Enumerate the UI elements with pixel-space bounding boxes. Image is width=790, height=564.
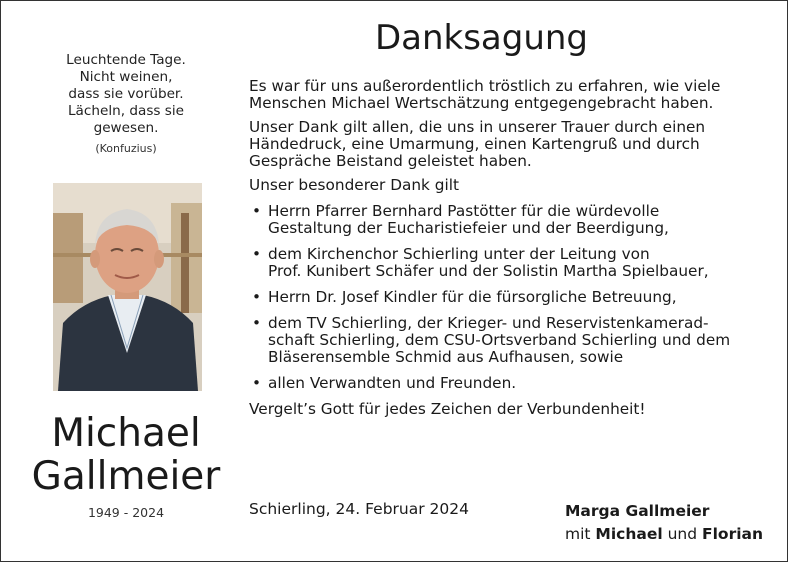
- quote-text: [20, 52, 232, 137]
- quote-line: Nicht weinen,: [79, 69, 173, 85]
- thanks-list: [249, 203, 769, 392]
- list-item: [249, 203, 769, 237]
- page-title: Danksagung: [374, 18, 589, 58]
- list-item-line: Herrn Pfarrer Bernhard Pastötter für die würdevolle: [268, 202, 660, 220]
- list-item: [249, 375, 769, 392]
- portrait-photo: [53, 183, 202, 391]
- list-item-line: Herrn Dr. Josef Kindler für die fürsorgliche Betreuung,: [268, 288, 677, 306]
- list-item-line: schaft Schierling, dem CSU-Ortsverband Schierling und dem: [268, 331, 731, 349]
- list-item-line: Bläserensemble Schmid aus Aufhausen, sowie: [268, 348, 624, 366]
- list-item-line: Prof. Kunibert Schäfer und der Solistin Martha Spielbauer,: [268, 262, 709, 280]
- paragraph: [249, 119, 769, 170]
- last-name: Gallmeier: [31, 454, 221, 499]
- paragraph-line: Gespräche Beistand geleistet haben.: [249, 152, 532, 170]
- quote-line: Lächeln, dass sie: [67, 103, 185, 119]
- signer-primary: Marga Gallmeier: [565, 502, 710, 520]
- first-name: Michael: [51, 411, 201, 456]
- paragraph-line: Menschen Michael Wertschätzung entgegengebracht haben.: [249, 94, 714, 112]
- list-item: [249, 315, 769, 366]
- deceased-name: [20, 412, 232, 498]
- list-item-line: Gestaltung der Eucharistiefeier und der Beerdigung,: [268, 219, 669, 237]
- quote-line: dass sie vorüber.: [68, 86, 184, 102]
- bullet-icon: •: [252, 288, 262, 306]
- signer-connector: und: [662, 525, 703, 543]
- quote-line: Leuchtende Tage.: [66, 52, 186, 68]
- quote-line: gewesen.: [93, 120, 159, 136]
- signature-block: [565, 500, 763, 546]
- paragraph: [249, 78, 769, 112]
- signer-name: Florian: [702, 525, 764, 543]
- list-item-line: dem TV Schierling, der Krieger- und Reservistenkamerad-: [268, 314, 709, 332]
- bullet-icon: •: [252, 374, 262, 392]
- life-years: 1949 - 2024: [87, 505, 165, 520]
- list-item: [249, 246, 769, 280]
- signer-prefix: mit: [565, 525, 596, 543]
- paragraph-line: Unser Dank gilt allen, die uns in unserer Trauer durch einen: [249, 118, 706, 136]
- paragraph-line: Händedruck, eine Umarmung, einen Kartengruß und durch: [249, 135, 700, 153]
- bullet-icon: •: [252, 314, 262, 332]
- message-body: [249, 78, 769, 418]
- thanks-intro: Unser besonderer Dank gilt: [249, 176, 459, 194]
- quote-author: (Konfuzius): [95, 142, 157, 155]
- place-date: Schierling, 24. Februar 2024: [249, 500, 469, 518]
- closing-line: Vergelt’s Gott für jedes Zeichen der Verbundenheit!: [249, 400, 646, 418]
- quote-block: [20, 52, 232, 155]
- list-item-line: allen Verwandten und Freunden.: [268, 374, 517, 392]
- list-item: [249, 289, 769, 306]
- bullet-icon: •: [252, 202, 262, 220]
- signer-name: Michael: [595, 525, 663, 543]
- signer-secondary: [565, 523, 763, 546]
- bullet-icon: •: [252, 245, 262, 263]
- paragraph-line: Es war für uns außerordentlich tröstlich zu erfahren, wie viele: [249, 77, 721, 95]
- list-item-line: dem Kirchenchor Schierling unter der Leitung von: [268, 245, 650, 263]
